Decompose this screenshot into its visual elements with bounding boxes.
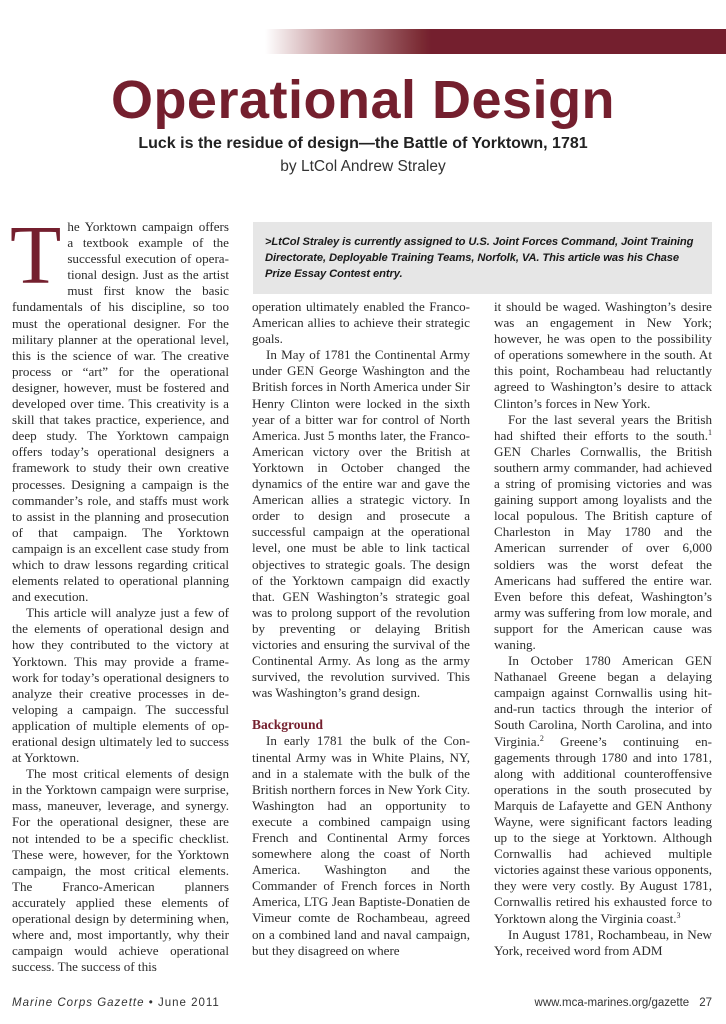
footer-url-page xyxy=(535,997,712,1009)
page-number: 27 xyxy=(699,997,712,1009)
article-byline: by LtCol Andrew Straley xyxy=(280,158,446,175)
issue-date: June 2011 xyxy=(157,997,220,1009)
paragraph: The most critical elements of design in the Yorktown campaign were surprise, mass, maneuver, leverage, and synergy. For the operational designer, these are not intended to be a specific checklist. These were, however, for the Yorktown campaign, the most critical elements. The Franco-American planners accurately applied these elements of operational design by determining when, where and, most importantly, why their campaign would achieve operational success. The success of this xyxy=(12,766,229,975)
publication-name: Marine Corps Gazette xyxy=(12,997,145,1009)
paragraph: it should be waged. Washington’s desire was an engagement in New York; however, he was open to the possibility of operations somewhere in the south. At this point, Rochambeau had reluctantly agreed to Washington’s desire to attack Clinton’s forces in New York. xyxy=(494,299,712,411)
footnote-ref[interactable]: 1 xyxy=(708,427,712,437)
article-title: Operational Design xyxy=(110,70,616,130)
section-heading-background: Background xyxy=(252,717,324,733)
paragraph: In August 1781, Rochambeau, in New York, received word from ADM xyxy=(494,926,712,958)
footnote-ref[interactable]: 2 xyxy=(539,733,544,743)
paragraph: In early 1781 the bulk of the Continental Army was in White Plains, NY, and in a stalemate with the bulk of the British northern forces in New York City. Washington had an opportunity to execute a combined campaign using French and Continental Army forces somewhere along the coast of North America. Washington and the Commander of French forces in North America, LTG Jean Baptiste-Donatien de Vimeur comte de Rochambeau, agreed on a combined land and naval campaign, but they disagreed on where xyxy=(252,733,470,958)
article-subtitle: Luck is the residue of design—the Battle of Yorktown, 1781 xyxy=(138,135,588,152)
drop-cap: T xyxy=(10,209,62,302)
column-1 xyxy=(10,209,229,975)
paragraph: This article will analyze just a few of the elements of operational design and how they contributed to the victory at Yorktown. This may provide a framework for today’s operational designers to analyze their creative processes in developing a campaign. The successful application of multiple elements of operational design ultimately led to success at Yorktown. xyxy=(12,605,229,766)
bullet-separator: • xyxy=(148,997,154,1009)
decorative-gradient-bar xyxy=(265,29,726,54)
paragraph: In October 1780 American GEN Nathanael Greene began a delaying campaign against Cornwallis using hit-and-run tactics through the interior of South Carolina, North Carolina, and into Virginia.$^2$ Greene’s continuing engagements through 1780 and into 1781, along with additional counteroffensive operations in the south prosecuted by Marquis de Lafayette and GEN Anthony Wayne, were significant factors leading up to the siege at Yorktown. Although Cornwallis had achieved multiple victories against these various opponents, they were very costly. By August 1781, Cornwallis retired his exhausted force to Yorktown along the Virginia coast.$^3$ xyxy=(494,653,712,926)
footnote-ref[interactable]: 3 xyxy=(676,910,681,920)
paragraph: For the last several years the British had shifted their efforts to the south.$^1$ GEN Charles Cornwallis, the British southern army commander, had achieved a string of promising victories and was gaining support among loyalists and the local populous. The British capture of Charleston in May 1780 and the American surrender of over 6,000 soldiers was the worst defeat the Americans had suffered the entire war. Even before this defeat, Washington’s army was suffering from low morale, and support for the American cause was waning. xyxy=(494,411,712,652)
author-note-box: >LtCol Straley is currently assigned to U.S. Joint Forces Command, Joint Training Directorate, Deployable Training Teams, Norfolk, VA. This article was his Chase Prize Essay Contest entry. xyxy=(253,222,712,294)
footer-publication xyxy=(12,997,220,1009)
paragraph: In May of 1781 the Continental Army under GEN George Washington and the British forces in North America under Sir Henry Clinton were locked in the sixth year of a bitter war for control of North America. Just 5 months later, the Franco-American victory over the British at Yorktown in October changed the dynamics of the entire war and gave the American allies a strategic victory. In order to design and prosecute a successful campaign at the operational level, one must be able to link tactical objectives to strategic goals. The design of the Yorktown campaign did exactly that. GEN Washington’s strategic goal was to prolong support of the revolution by preventing or delaying British victories and ensuring the survival of the Continental Army. As long as the army survived, the revolution survived. This was Washington’s grand design. xyxy=(252,347,470,701)
paragraph: The Yorktown campaign offers a textbook example of the successful execution of operational design. Just as the artist must first know the basic fundamentals of his discipline, so too must the operational designer. For the military planner at the operational level, this is the science of war. The creative process or “art” for the operational designer, however, must be fostered and developed over time. This creativity is a skill that takes practice, experience, and deep study. The Yorktown campaign offers today’s operational designers a framework to study their own creative processes. Designing a campaign is the commander’s role, and staffs must work to assist in the planning and prosecution of that campaign. The Yorktown campaign is an excellent case study from which to draw lessons regarding critical elements related to operational planning and execution. xyxy=(10,209,229,605)
paragraph: operation ultimately enabled the Franco-American allies to achieve their strategic goals. xyxy=(252,299,470,347)
column-3 xyxy=(494,299,712,959)
footer-url[interactable]: www.mca-marines.org/gazette xyxy=(534,997,690,1009)
column-2 xyxy=(252,299,470,959)
